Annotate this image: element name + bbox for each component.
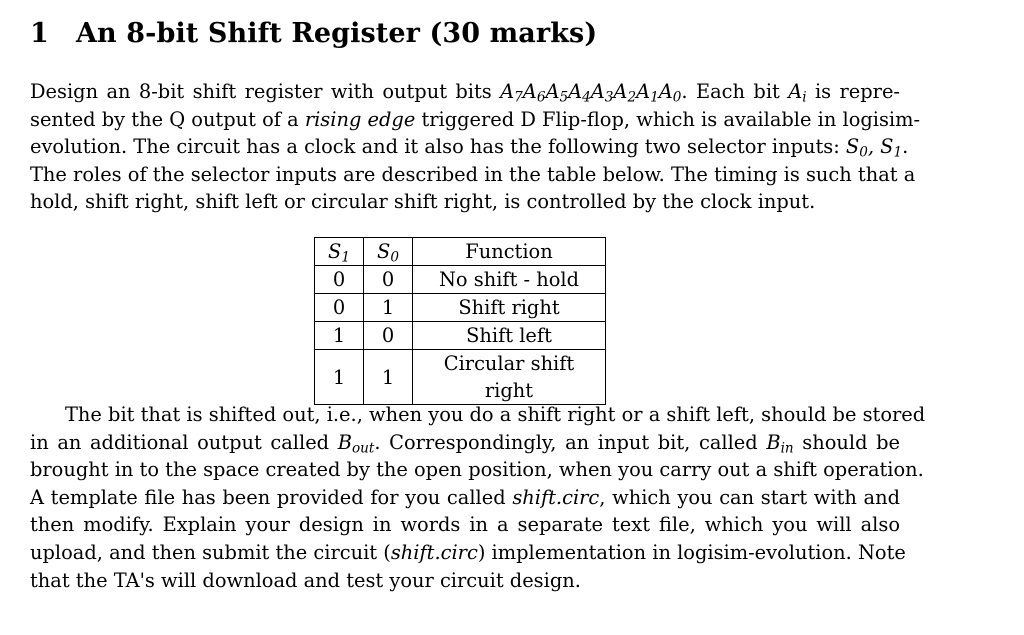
header-s0: $S_0$ bbox=[364, 238, 413, 266]
cell-function: Circular shift right bbox=[413, 350, 606, 405]
selector-inputs: $S_0$, $S_1$ bbox=[845, 135, 903, 161]
para1-line-5: hold, shift right, shift left or circular shift right, is controlled by the clock input. bbox=[30, 190, 816, 214]
table-row bbox=[315, 350, 606, 405]
para2-line-3: brought in to the space created by the open position, when you carry out a shift operation. bbox=[30, 458, 924, 482]
cell-s1: 1 bbox=[315, 322, 364, 350]
problem-paragraph-1 bbox=[30, 78, 921, 216]
cell-s0: 0 bbox=[364, 322, 413, 350]
table-header-row bbox=[315, 238, 606, 266]
bit-ai: $A_i$ bbox=[788, 80, 807, 106]
para1-line-1: Design an 8-bit shift register with output bits $A_7A_6A_5A_4A_3A_2A_1A_0$. Each bit $A_i$ is repre- bbox=[30, 80, 900, 106]
header-function: Function bbox=[413, 238, 606, 266]
cell-s0: 0 bbox=[364, 266, 413, 294]
para2-line-5: then modify. Explain your design in words in a separate text file, which you will also bbox=[30, 513, 900, 537]
selector-function-table bbox=[314, 237, 606, 405]
cell-s0: 1 bbox=[364, 294, 413, 322]
para1-line-4: The roles of the selector inputs are described in the table below. The timing is such that a bbox=[30, 162, 916, 186]
submit-filename: shift.circ bbox=[390, 540, 478, 564]
table-row bbox=[315, 294, 606, 322]
section-title: An 8-bit Shift Register (30 marks) bbox=[76, 18, 598, 49]
cell-function: Shift right bbox=[413, 294, 606, 322]
bout-symbol: $B_{out}$ bbox=[337, 430, 375, 456]
para2-line-4: A template file has been provided for you called shift.circ, which you can start with and bbox=[30, 485, 900, 509]
cell-s1: 1 bbox=[315, 350, 364, 405]
cell-s1: 0 bbox=[315, 266, 364, 294]
cell-function: Shift left bbox=[413, 322, 606, 350]
cell-s1: 0 bbox=[315, 294, 364, 322]
cell-function: No shift - hold bbox=[413, 266, 606, 294]
cell-s0: 1 bbox=[364, 350, 413, 405]
para1-line-3: evolution. The circuit has a clock and it also has the following two selector inputs: $S_0$, $S_1$. bbox=[30, 135, 909, 161]
section-number: 1 bbox=[30, 18, 49, 49]
para2-line-2: in an additional output called $B_{out}$. Correspondingly, an input bit, called $B_{in}$ should be bbox=[30, 430, 901, 456]
section-heading bbox=[30, 18, 597, 49]
rising-edge-emphasis: rising edge bbox=[304, 107, 416, 131]
table-row bbox=[315, 266, 606, 294]
problem-paragraph-2 bbox=[30, 401, 926, 594]
header-s1: $S_1$ bbox=[315, 238, 364, 266]
output-bits: $A_7A_6A_5A_4A_3A_2A_1A_0$ bbox=[500, 80, 682, 106]
para1-line-2: sented by the Q output of a rising edge triggered D Flip-flop, which is available in logisim- bbox=[30, 107, 921, 131]
template-filename: shift.circ bbox=[512, 485, 600, 509]
para2-line-6: upload, and then submit the circuit (shift.circ) implementation in logisim-evolution. Note bbox=[30, 540, 906, 564]
bin-symbol: $B_{in}$ bbox=[766, 430, 794, 456]
para2-line-7: that the TA's will download and test your circuit design. bbox=[30, 568, 581, 592]
para2-line-1: The bit that is shifted out, i.e., when you do a shift right or a shift left, should be stored bbox=[65, 403, 926, 426]
table-row bbox=[315, 322, 606, 350]
